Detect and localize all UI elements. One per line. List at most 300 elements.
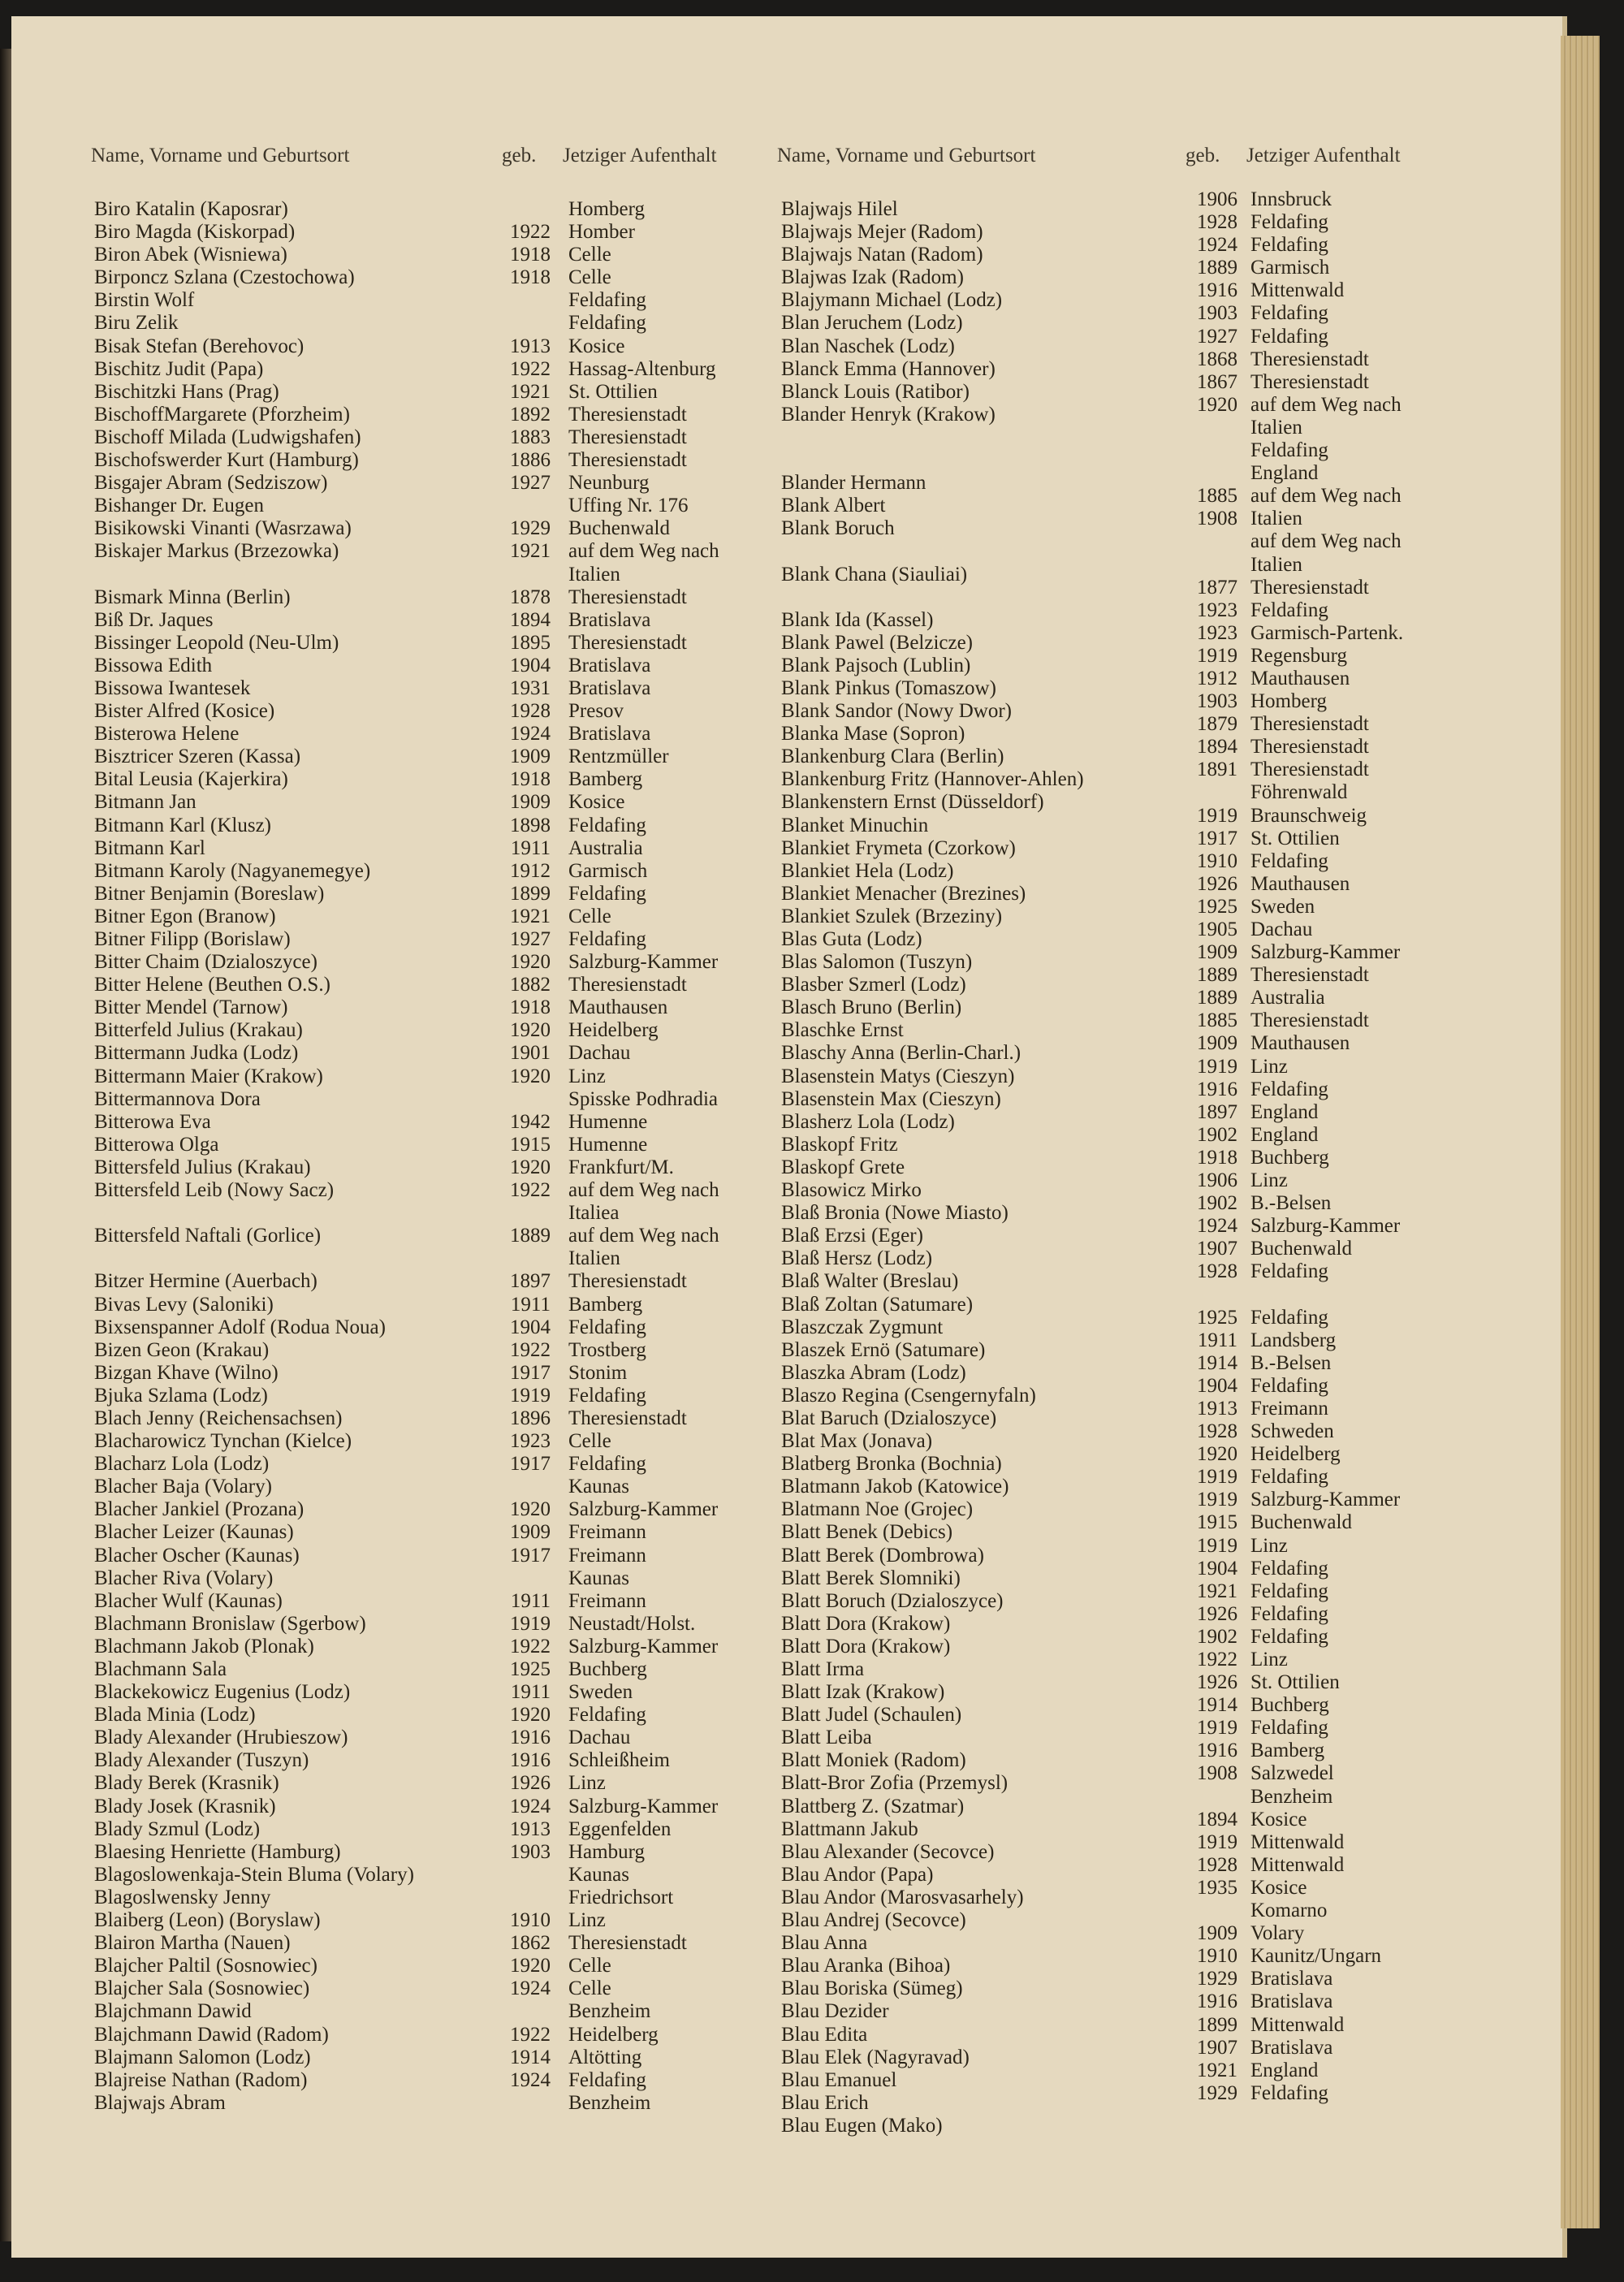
entry-current-location: Rentzmüller: [568, 746, 669, 768]
entry-birth-year: 1920: [510, 1019, 551, 1042]
entry-birth-year: 1911: [1197, 1329, 1237, 1351]
entry-birth-year: 1877: [1197, 576, 1237, 599]
entry-name: Blankiet Szulek (Brzeziny): [781, 905, 1003, 927]
entry-name: Bismark Minna (Berlin): [94, 586, 291, 608]
entry-current-location: Theresienstadt: [568, 1407, 687, 1429]
entry-current-location: Feldafing: [1250, 1557, 1328, 1580]
entry-current-location: Salzburg-Kammer: [568, 1795, 719, 1817]
entry-current-location: Benzheim: [1250, 1785, 1333, 1808]
entry-name: Blacher Jankiel (Prozana): [94, 1498, 304, 1521]
entry-birth-year: 1919: [1197, 1534, 1237, 1557]
entry-name: Birponcz Szlana (Czestochowa): [94, 266, 355, 289]
entry-birth-year: 1928: [1197, 211, 1237, 234]
entry-current-location: Theresienstadt: [1250, 759, 1369, 781]
entry-current-location: Kaunas: [568, 1863, 629, 1886]
entry-current-location: Theresienstadt: [1250, 370, 1369, 393]
entry-birth-year: 1901: [510, 1042, 551, 1065]
entry-name: [781, 449, 1163, 472]
entry-name: Blau Erich: [781, 2091, 869, 2114]
entry-current-location: Feldafing: [1250, 849, 1328, 872]
entry-name: Bitner Benjamin (Boreslaw): [94, 882, 325, 905]
entry-name: Blatt Izak (Krakow): [781, 1681, 945, 1704]
entry-name: Blau Dezider: [781, 2000, 889, 2023]
entry-birth-year: 1909: [1197, 1922, 1237, 1945]
entry-current-location: Dachau: [568, 1727, 631, 1749]
entry-name: Bister Alfred (Kosice): [94, 700, 275, 723]
entry-current-location: Dachau: [1250, 918, 1313, 940]
entry-name: Blas Salomon (Tuszyn): [781, 951, 973, 974]
entry-birth-year: 1922: [510, 1338, 551, 1361]
entry-current-location: Italien: [1250, 553, 1302, 576]
entry-birth-year: [1182, 1786, 1237, 1809]
entry-birth-year: 1922: [510, 2023, 551, 2046]
entry-current-location: Linz: [568, 1909, 606, 1932]
entry-birth-year: 1896: [510, 1407, 551, 1429]
entry-current-location: Mauthausen: [568, 996, 668, 1019]
entry-name: Bitner Egon (Branow): [94, 905, 276, 927]
entry-name: Bitterowa Olga: [94, 1133, 219, 1156]
entry-birth-year: 1899: [510, 882, 551, 905]
entry-name: Blaesing Henriette (Hamburg): [94, 1840, 341, 1863]
entry-birth-year: 1919: [1197, 804, 1237, 827]
entry-name: [94, 564, 516, 586]
entry-birth-year: 1917: [510, 1544, 551, 1567]
entry-current-location: Kosice: [568, 791, 625, 814]
entry-current-location: Feldafing: [568, 814, 646, 836]
entry-current-location: Uffing Nr. 176: [568, 495, 689, 517]
entry-current-location: Feldafing: [568, 1316, 646, 1338]
entry-birth-year: [1182, 530, 1237, 553]
entry-name: Blajwajs Abram: [94, 2091, 226, 2114]
entry-birth-year: 1924: [510, 2068, 551, 2091]
page-edges: [1561, 36, 1600, 2228]
entry-name: Blanka Mase (Sopron): [781, 723, 965, 746]
entry-birth-year: 1910: [1197, 849, 1237, 872]
entry-birth-year: 1914: [1197, 1694, 1237, 1717]
entry-current-location: Humenne: [568, 1110, 648, 1133]
entry-current-location: Kaunas: [568, 1476, 629, 1498]
entry-current-location: Feldafing: [568, 882, 646, 905]
entry-current-location: auf dem Weg nach: [568, 1225, 719, 1247]
entry-current-location: Schweden: [1250, 1420, 1334, 1443]
entry-current-location: Kaunas: [568, 1567, 629, 1589]
entry-name: Bitmann Karl (Klusz): [94, 814, 272, 836]
entry-birth-year: [495, 1476, 551, 1498]
entry-current-location: Buchenwald: [1250, 1238, 1352, 1260]
entry-birth-year: 1902: [1197, 1625, 1237, 1648]
entry-birth-year: 1928: [510, 700, 551, 723]
entry-current-location: Schleißheim: [568, 1749, 670, 1772]
entry-name: Blagoslwensky Jenny: [94, 1886, 271, 1908]
entry-name: Blatt Benek (Debics): [781, 1521, 953, 1544]
entry-current-location: Bratislava: [1250, 2036, 1333, 2059]
entry-current-location: Dachau: [568, 1042, 631, 1065]
header-geb-left: geb.: [502, 145, 537, 166]
entry-birth-year: 1903: [510, 1840, 551, 1863]
entry-current-location: England: [1250, 462, 1319, 485]
entry-birth-year: 1919: [1197, 644, 1237, 667]
entry-current-location: B.-Belsen: [1250, 1351, 1332, 1374]
entry-birth-year: 1905: [1197, 918, 1237, 940]
header-aufenthalt-left: Jetziger Aufenthalt: [563, 145, 717, 166]
entry-current-location: Feldafing: [1250, 234, 1328, 257]
entry-name: Blackekowicz Eugenius (Lodz): [94, 1681, 351, 1704]
entry-current-location: Feldafing: [568, 928, 646, 950]
entry-birth-year: 1911: [510, 836, 551, 859]
entry-current-location: Salzburg-Kammer: [1250, 1215, 1401, 1238]
entry-birth-year: 1885: [1197, 1009, 1237, 1032]
entry-name: Blau Andor (Marosvasarhely): [781, 1886, 1024, 1908]
entry-birth-year: 1889: [1197, 257, 1237, 279]
entry-current-location: auf dem Weg nach: [1250, 530, 1402, 553]
entry-name: Bizgan Khave (Wilno): [94, 1361, 279, 1384]
entry-birth-year: 1916: [510, 1727, 551, 1749]
entry-name: Blanket Minuchin: [781, 814, 929, 836]
entry-birth-year: 1925: [1197, 895, 1237, 918]
entry-current-location: Italiea: [568, 1202, 620, 1225]
entry-current-location: Kosice: [1250, 1808, 1307, 1830]
entry-current-location: Salzburg-Kammer: [568, 1498, 719, 1521]
entry-current-location: Homber: [568, 221, 635, 244]
entry-name: Bittersfeld Julius (Krakau): [94, 1156, 311, 1178]
entry-birth-year: 1919: [1197, 1830, 1237, 1853]
entry-birth-year: 1927: [510, 928, 551, 950]
entry-name: Blasber Szmerl (Lodz): [781, 974, 966, 996]
entry-name: Blankenburg Fritz (Hannover-Ahlen): [781, 768, 1084, 791]
entry-birth-year: 1942: [510, 1110, 551, 1133]
entry-birth-year: 1922: [1197, 1649, 1237, 1670]
entry-birth-year: 1928: [1197, 1853, 1237, 1876]
entry-name: Blattberg Z. (Szatmar): [781, 1795, 965, 1817]
entry-birth-year: 1919: [1197, 1055, 1237, 1078]
entry-name: Blaschy Anna (Berlin-Charl.): [781, 1042, 1021, 1065]
entry-birth-year: 1915: [510, 1133, 551, 1156]
entry-birth-year: 1882: [510, 974, 551, 996]
entry-name: Blank Albert: [781, 495, 886, 517]
entry-name: Blagoslowenkaja-Stein Bluma (Volary): [94, 1863, 414, 1886]
entry-name: Blaskopf Fritz: [781, 1133, 898, 1156]
entry-current-location: Kaunitz/Ungarn: [1250, 1945, 1382, 1968]
entry-current-location: Feldafing: [1250, 1625, 1328, 1648]
entry-name: Bischofswerder Kurt (Hamburg): [94, 449, 359, 472]
entry-name: Blajmann Salomon (Lodz): [94, 2046, 311, 2068]
entry-current-location: Freimann: [568, 1544, 646, 1567]
entry-current-location: Benzheim: [568, 2000, 651, 2023]
entry-birth-year: 1909: [1197, 941, 1237, 964]
entry-current-location: Mittenwald: [1250, 1853, 1345, 1876]
entry-current-location: Theresienstadt: [568, 449, 687, 472]
entry-current-location: Theresienstadt: [568, 974, 687, 996]
entry-current-location: Linz: [568, 1065, 606, 1087]
entry-name: Blasenstein Max (Cieszyn): [781, 1087, 1001, 1110]
entry-current-location: Buchberg: [1250, 1146, 1329, 1169]
entry-name: Blankiet Frymeta (Czorkow): [781, 836, 1016, 859]
entry-birth-year: 1918: [510, 244, 551, 266]
entry-name: Blachmann Sala: [94, 1658, 227, 1680]
entry-birth-year: 1897: [510, 1270, 551, 1293]
entry-name: Bittersfeld Naftali (Gorlice): [94, 1225, 322, 1247]
entry-name: Blairon Martha (Nauen): [94, 1932, 291, 1955]
entry-birth-year: 1889: [510, 1225, 551, 1247]
entry-current-location: auf dem Weg nach: [568, 540, 719, 563]
entry-birth-year: 1920: [1197, 393, 1237, 416]
entry-name: Blach Jenny (Reichensachsen): [94, 1407, 343, 1429]
entry-current-location: Neunburg: [568, 472, 650, 495]
entry-current-location: Mauthausen: [1250, 872, 1350, 895]
entry-name: Bital Leusia (Kajerkira): [94, 768, 288, 791]
entry-birth-year: [495, 1567, 551, 1590]
entry-birth-year: 1924: [1197, 234, 1237, 257]
entry-current-location: Celle: [568, 266, 611, 289]
entry-name: [781, 586, 1163, 609]
entry-name: Blau Andrej (Secovce): [781, 1909, 966, 1932]
entry-current-location: Theresienstadt: [568, 426, 687, 448]
entry-birth-year: 1879: [1197, 713, 1237, 736]
entry-name: Blau Boriska (Sümeg): [781, 1977, 963, 2000]
entry-name: Blanck Louis (Ratibor): [781, 380, 970, 403]
entry-current-location: Linz: [1250, 1534, 1288, 1557]
entry-name: Blat Baruch (Dzialoszyce): [781, 1407, 997, 1429]
entry-name: Blank Ida (Kassel): [781, 608, 934, 631]
entry-birth-year: 1926: [1197, 1602, 1237, 1625]
entry-current-location: Heidelberg: [1250, 1443, 1341, 1466]
entry-birth-year: 1904: [1197, 1557, 1237, 1580]
entry-birth-year: 1906: [1197, 188, 1237, 210]
entry-name: Bitmann Karl: [94, 836, 205, 859]
entry-current-location: Kosice: [1250, 1876, 1307, 1899]
entry-name: BischoffMargarete (Pforzheim): [94, 403, 350, 426]
entry-birth-year: 1916: [510, 1749, 551, 1772]
entry-birth-year: [495, 312, 551, 335]
entry-current-location: Kosice: [568, 335, 625, 357]
right-years-column: [1182, 188, 1237, 2105]
entry-name: Blacharowicz Tynchan (Kielce): [94, 1430, 352, 1453]
entry-name: Blajcher Sala (Sosnowiec): [94, 1977, 310, 2000]
entry-name: Bittersfeld Leib (Nowy Sacz): [94, 1179, 335, 1202]
entry-birth-year: [495, 2092, 551, 2115]
entry-birth-year: 1922: [510, 357, 551, 380]
entry-current-location: Garmisch-Partenk.: [1250, 621, 1404, 644]
entry-name: Bjuka Szlama (Lodz): [94, 1384, 268, 1407]
entry-current-location: Mittenwald: [1250, 2013, 1345, 2036]
entry-name: Bishanger Dr. Eugen: [94, 495, 264, 517]
entry-name: [94, 1247, 516, 1270]
entry-birth-year: 1931: [510, 676, 551, 699]
entry-current-location: Bamberg: [568, 1293, 643, 1316]
entry-birth-year: 1895: [510, 631, 551, 654]
entry-birth-year: [495, 495, 551, 517]
entry-current-location: England: [1250, 1100, 1319, 1123]
entry-birth-year: 1920: [510, 1955, 551, 1977]
entry-birth-year: 1902: [1197, 1123, 1237, 1146]
entry-name: Blaschke Ernst: [781, 1019, 904, 1042]
entry-current-location: Feldafing: [1250, 1078, 1328, 1100]
entry-current-location: Australia: [1250, 987, 1325, 1009]
entry-birth-year: 1922: [510, 221, 551, 244]
entry-birth-year: 1891: [1197, 759, 1237, 781]
entry-name: Bissinger Leopold (Neu-Ulm): [94, 631, 339, 654]
entry-birth-year: 1911: [510, 1681, 551, 1704]
entry-name: Blank Pinkus (Tomaszow): [781, 676, 996, 699]
entry-current-location: Feldafing: [568, 312, 646, 335]
entry-name: Bitter Mendel (Tarnow): [94, 996, 288, 1019]
entry-current-location: Linz: [1250, 1649, 1288, 1670]
entry-birth-year: [1182, 554, 1237, 577]
entry-current-location: Theresienstadt: [1250, 964, 1369, 987]
entry-name: Blan Jeruchem (Lodz): [781, 312, 963, 335]
entry-name: Blankiet Hela (Lodz): [781, 859, 954, 882]
entry-name: Blajchmann Dawid: [94, 2000, 252, 2023]
entry-current-location: Spisske Podhradia: [568, 1087, 719, 1110]
entry-name: Blachmann Jakob (Plonak): [94, 1635, 314, 1657]
entry-name: Blatmann Noe (Grojec): [781, 1498, 974, 1521]
entry-birth-year: 1924: [510, 1795, 551, 1817]
entry-birth-year: 1914: [510, 2046, 551, 2068]
entry-birth-year: 1922: [510, 1635, 551, 1657]
entry-birth-year: 1907: [1197, 1238, 1237, 1260]
entry-birth-year: 1889: [1197, 964, 1237, 987]
entry-name: Bittermannova Dora: [94, 1087, 261, 1110]
entry-current-location: Komarno: [1250, 1900, 1328, 1922]
entry-birth-year: [495, 289, 551, 312]
entry-birth-year: 1907: [1197, 2036, 1237, 2059]
entry-name: Blasowicz Mirko: [781, 1179, 922, 1202]
entry-current-location: Presov: [568, 700, 624, 723]
entry-name: Blatt Moniek (Radom): [781, 1749, 966, 1772]
entry-current-location: Buchenwald: [1250, 1511, 1352, 1534]
entry-birth-year: 1920: [510, 951, 551, 974]
entry-name: Blau Aranka (Bihoa): [781, 1955, 951, 1977]
entry-current-location: Salzburg-Kammer: [568, 1635, 719, 1657]
entry-current-location: Feldafing: [568, 1704, 646, 1727]
entry-name: Blaß Erzsi (Eger): [781, 1225, 923, 1247]
entry-name: Bitter Chaim (Dzialoszyce): [94, 951, 317, 974]
entry-birth-year: 1912: [510, 859, 551, 882]
entry-current-location: Garmisch: [568, 859, 648, 882]
entry-birth-year: 1909: [1197, 1032, 1237, 1055]
entry-current-location: Theresienstadt: [568, 1932, 687, 1955]
entry-name: Blajwas Izak (Radom): [781, 266, 964, 289]
entry-birth-year: 1929: [1197, 1968, 1237, 1990]
entry-current-location: Bratislava: [568, 723, 651, 746]
entry-name: Blajwajs Mejer (Radom): [781, 221, 983, 244]
entry-birth-year: 1924: [510, 1977, 551, 2000]
entry-birth-year: 1885: [1197, 485, 1237, 508]
entry-name: Blady Berek (Krasnik): [94, 1772, 279, 1795]
entry-name: Bittermann Maier (Krakow): [94, 1065, 323, 1087]
entry-current-location: Bamberg: [1250, 1740, 1325, 1762]
entry-birth-year: 1916: [1197, 1990, 1237, 2013]
entry-current-location: Bratislava: [1250, 1968, 1333, 1990]
entry-birth-year: 1917: [510, 1361, 551, 1384]
entry-current-location: Linz: [1250, 1055, 1288, 1078]
entry-current-location: Humenne: [568, 1133, 648, 1156]
entry-current-location: Theresienstadt: [568, 403, 687, 426]
entry-name: Bitzer Hermine (Auerbach): [94, 1270, 317, 1293]
entry-birth-year: 1909: [510, 791, 551, 814]
entry-current-location: auf dem Weg nach: [1250, 393, 1402, 416]
entry-birth-year: [495, 198, 551, 221]
entry-birth-year: 1908: [1197, 508, 1237, 530]
entry-birth-year: 1920: [1197, 1443, 1237, 1466]
entry-name: Blaß Hersz (Lodz): [781, 1247, 933, 1270]
entry-current-location: Braunschweig: [1250, 804, 1367, 827]
entry-birth-year: 1908: [1197, 1762, 1237, 1785]
entry-birth-year: 1919: [1197, 1717, 1237, 1740]
entry-current-location: Celle: [568, 1955, 611, 1977]
entry-current-location: Italien: [568, 563, 620, 586]
entry-name: Bixsenspanner Adolf (Rodua Noua): [94, 1316, 386, 1338]
entry-birth-year: 1927: [510, 472, 551, 495]
entry-birth-year: 1917: [510, 1453, 551, 1476]
entry-current-location: Mittenwald: [1250, 1830, 1345, 1853]
entry-name: Blatt Berek (Dombrowa): [781, 1544, 984, 1567]
entry-name: Blacher Riva (Volary): [94, 1567, 274, 1589]
entry-birth-year: 1921: [510, 540, 551, 563]
entry-name: Blasch Bruno (Berlin): [781, 996, 962, 1019]
entry-birth-year: 1923: [1197, 599, 1237, 621]
entry-name: Blajchmann Dawid (Radom): [94, 2023, 329, 2046]
entry-birth-year: [495, 1202, 551, 1225]
entry-name: Blaß Bronia (Nowe Miasto): [781, 1202, 1009, 1225]
entry-name: Blachmann Bronislaw (Sgerbow): [94, 1612, 366, 1635]
entry-birth-year: 1886: [510, 449, 551, 472]
entry-current-location: Feldafing: [1250, 1580, 1328, 1602]
entry-birth-year: 1894: [510, 608, 551, 631]
entry-birth-year: [1182, 1900, 1237, 1922]
entry-birth-year: 1919: [510, 1384, 551, 1407]
entry-birth-year: [1182, 1284, 1237, 1307]
entry-birth-year: [1182, 417, 1237, 439]
entry-current-location: Neustadt/Holst.: [568, 1612, 696, 1635]
entry-current-location: Feldafing: [1250, 2081, 1328, 2104]
entry-name: Blatt Berek Slomniki): [781, 1567, 961, 1589]
entry-birth-year: 1925: [1197, 1306, 1237, 1329]
entry-birth-year: 1927: [1197, 325, 1237, 348]
entry-current-location: Homberg: [1250, 690, 1327, 713]
entry-name: Blander Hermann: [781, 472, 926, 495]
entry-current-location: Feldafing: [1250, 1306, 1328, 1329]
entry-name: Blajymann Michael (Lodz): [781, 289, 1003, 312]
entry-current-location: Theresienstadt: [1250, 348, 1369, 370]
entry-current-location: Altötting: [568, 2046, 642, 2068]
entry-name: Blander Henryk (Krakow): [781, 403, 996, 426]
entry-name: Blajwajs Hilel: [781, 198, 898, 220]
entry-birth-year: 1906: [1197, 1169, 1237, 1192]
entry-current-location: Feldafing: [568, 1384, 646, 1407]
entry-name: Blatberg Bronka (Bochnia): [781, 1453, 1002, 1476]
entry-name: Blatt Judel (Schaulen): [781, 1704, 962, 1727]
entry-name: Bitner Filipp (Borislaw): [94, 928, 291, 950]
entry-current-location: Mittenwald: [1250, 279, 1345, 302]
entry-birth-year: [495, 1088, 551, 1111]
entry-name: Bisak Stefan (Berehovoc): [94, 335, 304, 357]
entry-current-location: Theresienstadt: [1250, 736, 1369, 759]
entry-birth-year: 1911: [510, 1589, 551, 1612]
entry-birth-year: 1904: [510, 1316, 551, 1338]
entry-name: Blasherz Lola (Lodz): [781, 1110, 955, 1133]
entry-current-location: Buchenwald: [568, 517, 670, 540]
entry-name: Blada Minia (Lodz): [94, 1704, 256, 1727]
entry-current-location: Garmisch: [1250, 257, 1330, 279]
entry-name: Blasenstein Matys (Cieszyn): [781, 1065, 1015, 1087]
entry-birth-year: 1935: [1197, 1876, 1237, 1899]
entry-birth-year: [1182, 439, 1237, 462]
entry-birth-year: [495, 1864, 551, 1887]
entry-birth-year: 1919: [510, 1612, 551, 1635]
entry-current-location: Salzwedel: [1250, 1762, 1334, 1785]
entry-current-location: [1250, 1284, 1486, 1307]
